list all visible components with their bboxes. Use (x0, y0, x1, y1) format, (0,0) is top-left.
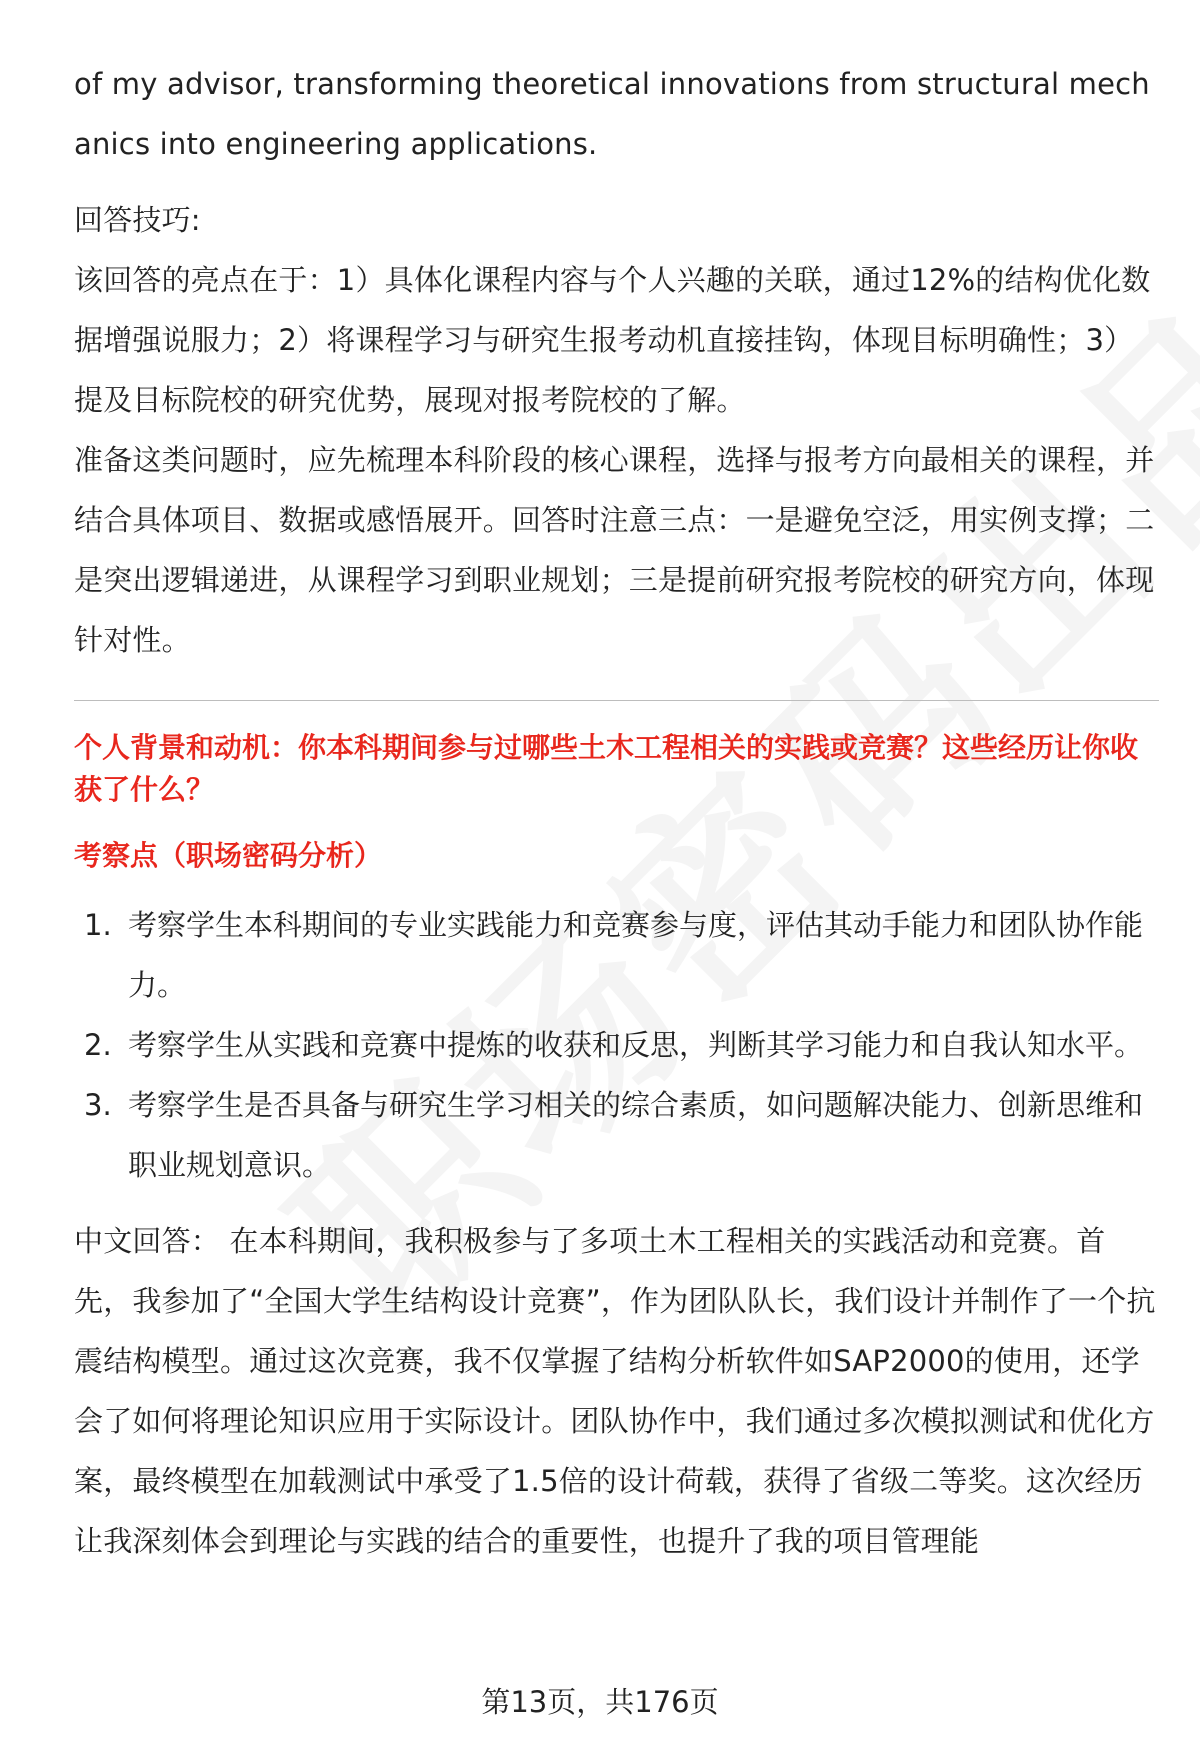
list-item-text: 考察学生本科期间的专业实践能力和竞赛参与度，评估其动手能力和团队协作能力。 (128, 908, 1144, 1002)
analysis-list (74, 895, 1159, 1195)
tips-paragraph-1: 该回答的亮点在于：1）具体化课程内容与个人兴趣的关联，通过12%的结构优化数据增强说服力；2）将课程学习与研究生报考动机直接挂钩，体现目标明确性；3）提及目标院校的研究优势，展现对报考院校的了解。 (74, 263, 1151, 417)
document-page (74, 54, 1159, 1571)
intro-paragraph: of my advisor, transforming theoretical innovations from structural mechanics into engineering applications. (74, 67, 1150, 161)
list-item-text: 考察学生是否具备与研究生学习相关的综合素质，如问题解决能力、创新思维和职业规划意识。 (128, 1088, 1144, 1182)
list-item-text: 考察学生从实践和竞赛中提炼的收获和反思，判断其学习能力和自我认知水平。 (128, 1028, 1144, 1062)
answer-text: 在本科期间，我积极参与了多项土木工程相关的实践活动和竞赛。首先，我参加了“全国大学生结构设计竞赛”，作为团队队长，我们设计并制作了一个抗震结构模型。通过这次竞赛，我不仅掌握了结构分析软件如SAP2000的使用，还学会了如何将理论知识应用于实际设计。团队协作中，我们通过多次模拟测试和优化方案，最终模型在加载测试中承受了1.5倍的设计荷载，获得了省级二等奖。这次经历让我深刻体会到理论与实践的结合的重要性，也提升了我的项目管理能 (74, 1224, 1156, 1558)
tips-paragraph-2: 准备这类问题时，应先梳理本科阶段的核心课程，选择与报考方向最相关的课程，并结合具体项目、数据或感悟展开。回答时注意三点：一是避免空泛，用实例支撑；二是突出逻辑递进，从课程学习到职业规划；三是提前研究报考院校的研究方向，体现针对性。 (74, 443, 1155, 657)
answer-label: 中文回答： (74, 1224, 221, 1258)
list-item (74, 1015, 1159, 1075)
section-divider (74, 700, 1159, 701)
list-item (74, 895, 1159, 1015)
analysis-heading: 考察点（职场密码分析） (74, 839, 383, 872)
tips-heading: 回答技巧: (74, 203, 201, 237)
page-footer: 第13页，共176页 (481, 1685, 719, 1719)
list-number: 2. (84, 1028, 112, 1062)
list-item (74, 1075, 1159, 1195)
question-heading: 个人背景和动机：你本科期间参与过哪些土木工程相关的实践或竞赛？这些经历让你收获了什么？ (74, 731, 1139, 806)
list-number: 3. (84, 1088, 112, 1122)
list-number: 1. (84, 908, 112, 942)
answer-paragraph (74, 1211, 1159, 1571)
